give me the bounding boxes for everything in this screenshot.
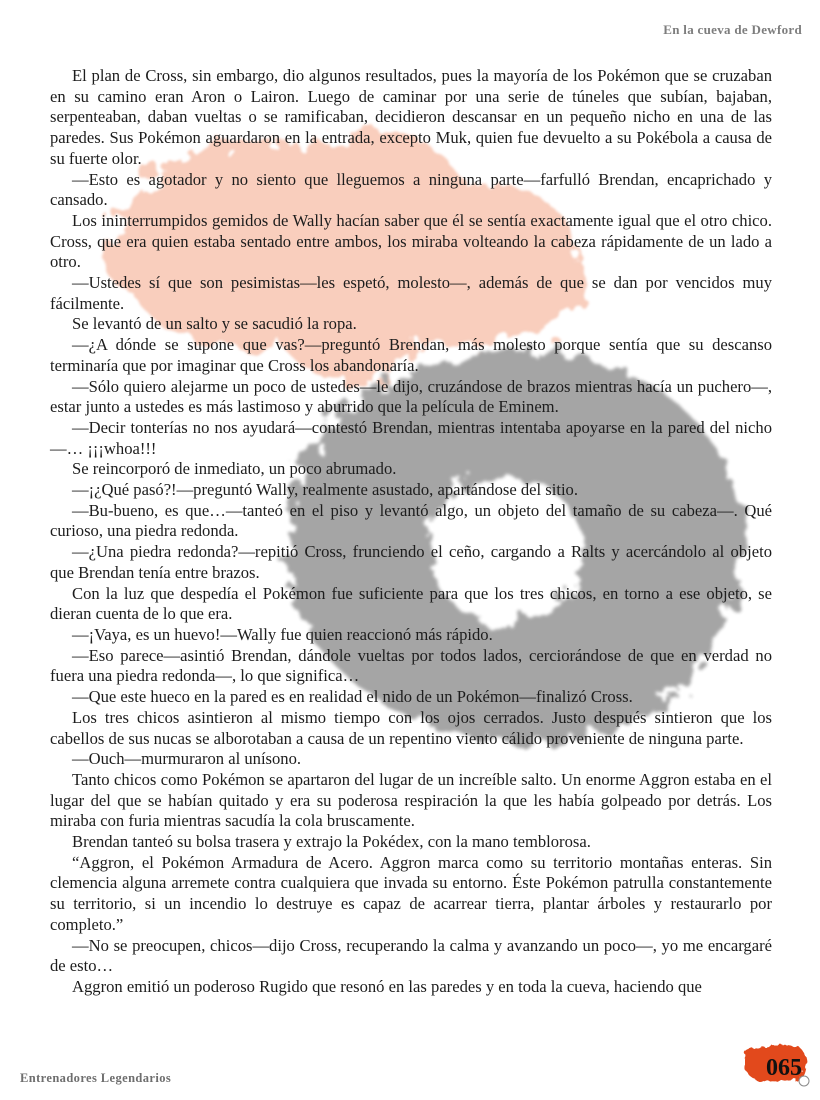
paragraph: Se levantó de un salto y se sacudió la ropa. <box>72 314 357 334</box>
paragraph: —¿Una piedra redonda?—repitió Cross, frunciendo el ceño, cargando a Ralts y acercándolo al objeto que Brendan tenía entre brazos. <box>50 542 772 582</box>
paragraph: Aggron emitió un poderoso Rugido que resonó en las paredes y en toda la cueva, haciendo que <box>72 976 702 996</box>
paragraph: “Aggron, el Pokémon Armadura de Acero. Aggron marca como su territorio montañas enteras. Sin clemencia alguna arremete contra cualquiera que invada su entorno. Éste Pokémon patrulla constantemente su territorio, si un incendio lo destruye es capaz de acarrear tierra, plantar árboles y restaurarlo por completo.” <box>50 852 772 934</box>
paragraph: Se reincorporó de inmediato, un poco abrumado. <box>72 459 397 479</box>
paragraph: —Ustedes sí que son pesimistas—les espetó, molesto—, además de que se dan por vencidos muy fácilmente. <box>50 273 772 313</box>
paragraph: —Eso parece—asintió Brendan, dándole vueltas por todos lados, cerciorándose de que en verdad no fuera una piedra redonda—, lo que significa… <box>50 645 772 686</box>
paragraph: Con la luz que despedía el Pokémon fue suficiente para que los tres chicos, en torno a ese objeto, se dieran cuenta de lo que era. <box>50 583 772 624</box>
page-number: 065 <box>766 1055 802 1081</box>
paragraph: —Que este hueco en la pared es en realidad el nido de un Pokémon—finalizó Cross. <box>72 687 633 707</box>
chapter-body <box>50 66 772 998</box>
paragraph: —Decir tonterías no nos ayudará—contestó Brendan, mientras intentaba apoyarse en la pared del nicho—… ¡¡¡whoa!!! <box>50 417 772 458</box>
paragraph: Los tres chicos asintieron al mismo tiempo con los ojos cerrados. Justo después sintieron que los cabellos de sus nucas se alborotaban a causa de un repentino viento cálido proveniente de ninguna parte. <box>50 707 772 748</box>
paragraph: —¿A dónde se supone que vas?—preguntó Brendan, más molesto porque sentía que su descanso terminaría que por imaginar que Cross los abandonaría. <box>50 335 772 375</box>
paragraph: Brendan tanteó su bolsa trasera y extrajo la Pokédex, con la mano temblorosa. <box>72 832 591 852</box>
paragraph: —¡Vaya, es un huevo!—Wally fue quien reaccionó más rápido. <box>72 624 493 644</box>
paragraph: —Esto es agotador y no siento que lleguemos a ninguna parte—farfulló Brendan, encaprichado y cansado. <box>50 169 772 210</box>
paragraph: —Sólo quiero alejarme un poco de ustedes—le dijo, cruzándose de brazos mientras hacía un puchero—, estar junto a ustedes es más lastimoso y aburrido que la película de Eminem. <box>50 376 772 417</box>
page-number-badge <box>738 1038 810 1088</box>
paragraph: —Bu-bueno, es que…—tanteó en el piso y levantó algo, un objeto del tamaño de su cabeza—. Qué curioso, una piedra redonda. <box>50 500 772 541</box>
paragraph: Tanto chicos como Pokémon se apartaron del lugar de un increíble salto. Un enorme Aggron estaba en el lugar del que se habían quitado y era su poderosa respiración la que les había golpeado por detrás. Los miraba con furia mientras sacudía la cola bruscamente. <box>50 769 772 831</box>
paragraph: —¡¿Qué pasó?!—preguntó Wally, realmente asustado, apartándose del sitio. <box>72 480 578 500</box>
paragraph: El plan de Cross, sin embargo, dio algunos resultados, pues la mayoría de los Pokémon que se cruzaban en su camino eran Aron o Lairon. Luego de caminar por una serie de túneles que subían, bajaban, serpenteaban, daban vueltas o se ramificaban, decidieron descansar en un pequeño nicho en una de las paredes. Sus Pokémon aguardaron en la entrada, excepto Muk, quien fue devuelto a su Pokébola a causa de su fuerte olor. <box>50 66 772 168</box>
book-title: Entrenadores Legendarios <box>20 1071 172 1085</box>
running-header: En la cueva de Dewford <box>663 22 802 37</box>
paragraph: —Ouch—murmuraron al unísono. <box>72 749 302 769</box>
paragraph: Los ininterrumpidos gemidos de Wally hacían saber que él se sentía exactamente igual que el otro chico. Cross, que era quien estaba sentado entre ambos, los miraba volteando la cabeza rápidamente de un lado a otro. <box>50 210 772 272</box>
paragraph: —No se preocupen, chicos—dijo Cross, recuperando la calma y avanzando un poco—, yo me encargaré de esto… <box>50 935 772 976</box>
